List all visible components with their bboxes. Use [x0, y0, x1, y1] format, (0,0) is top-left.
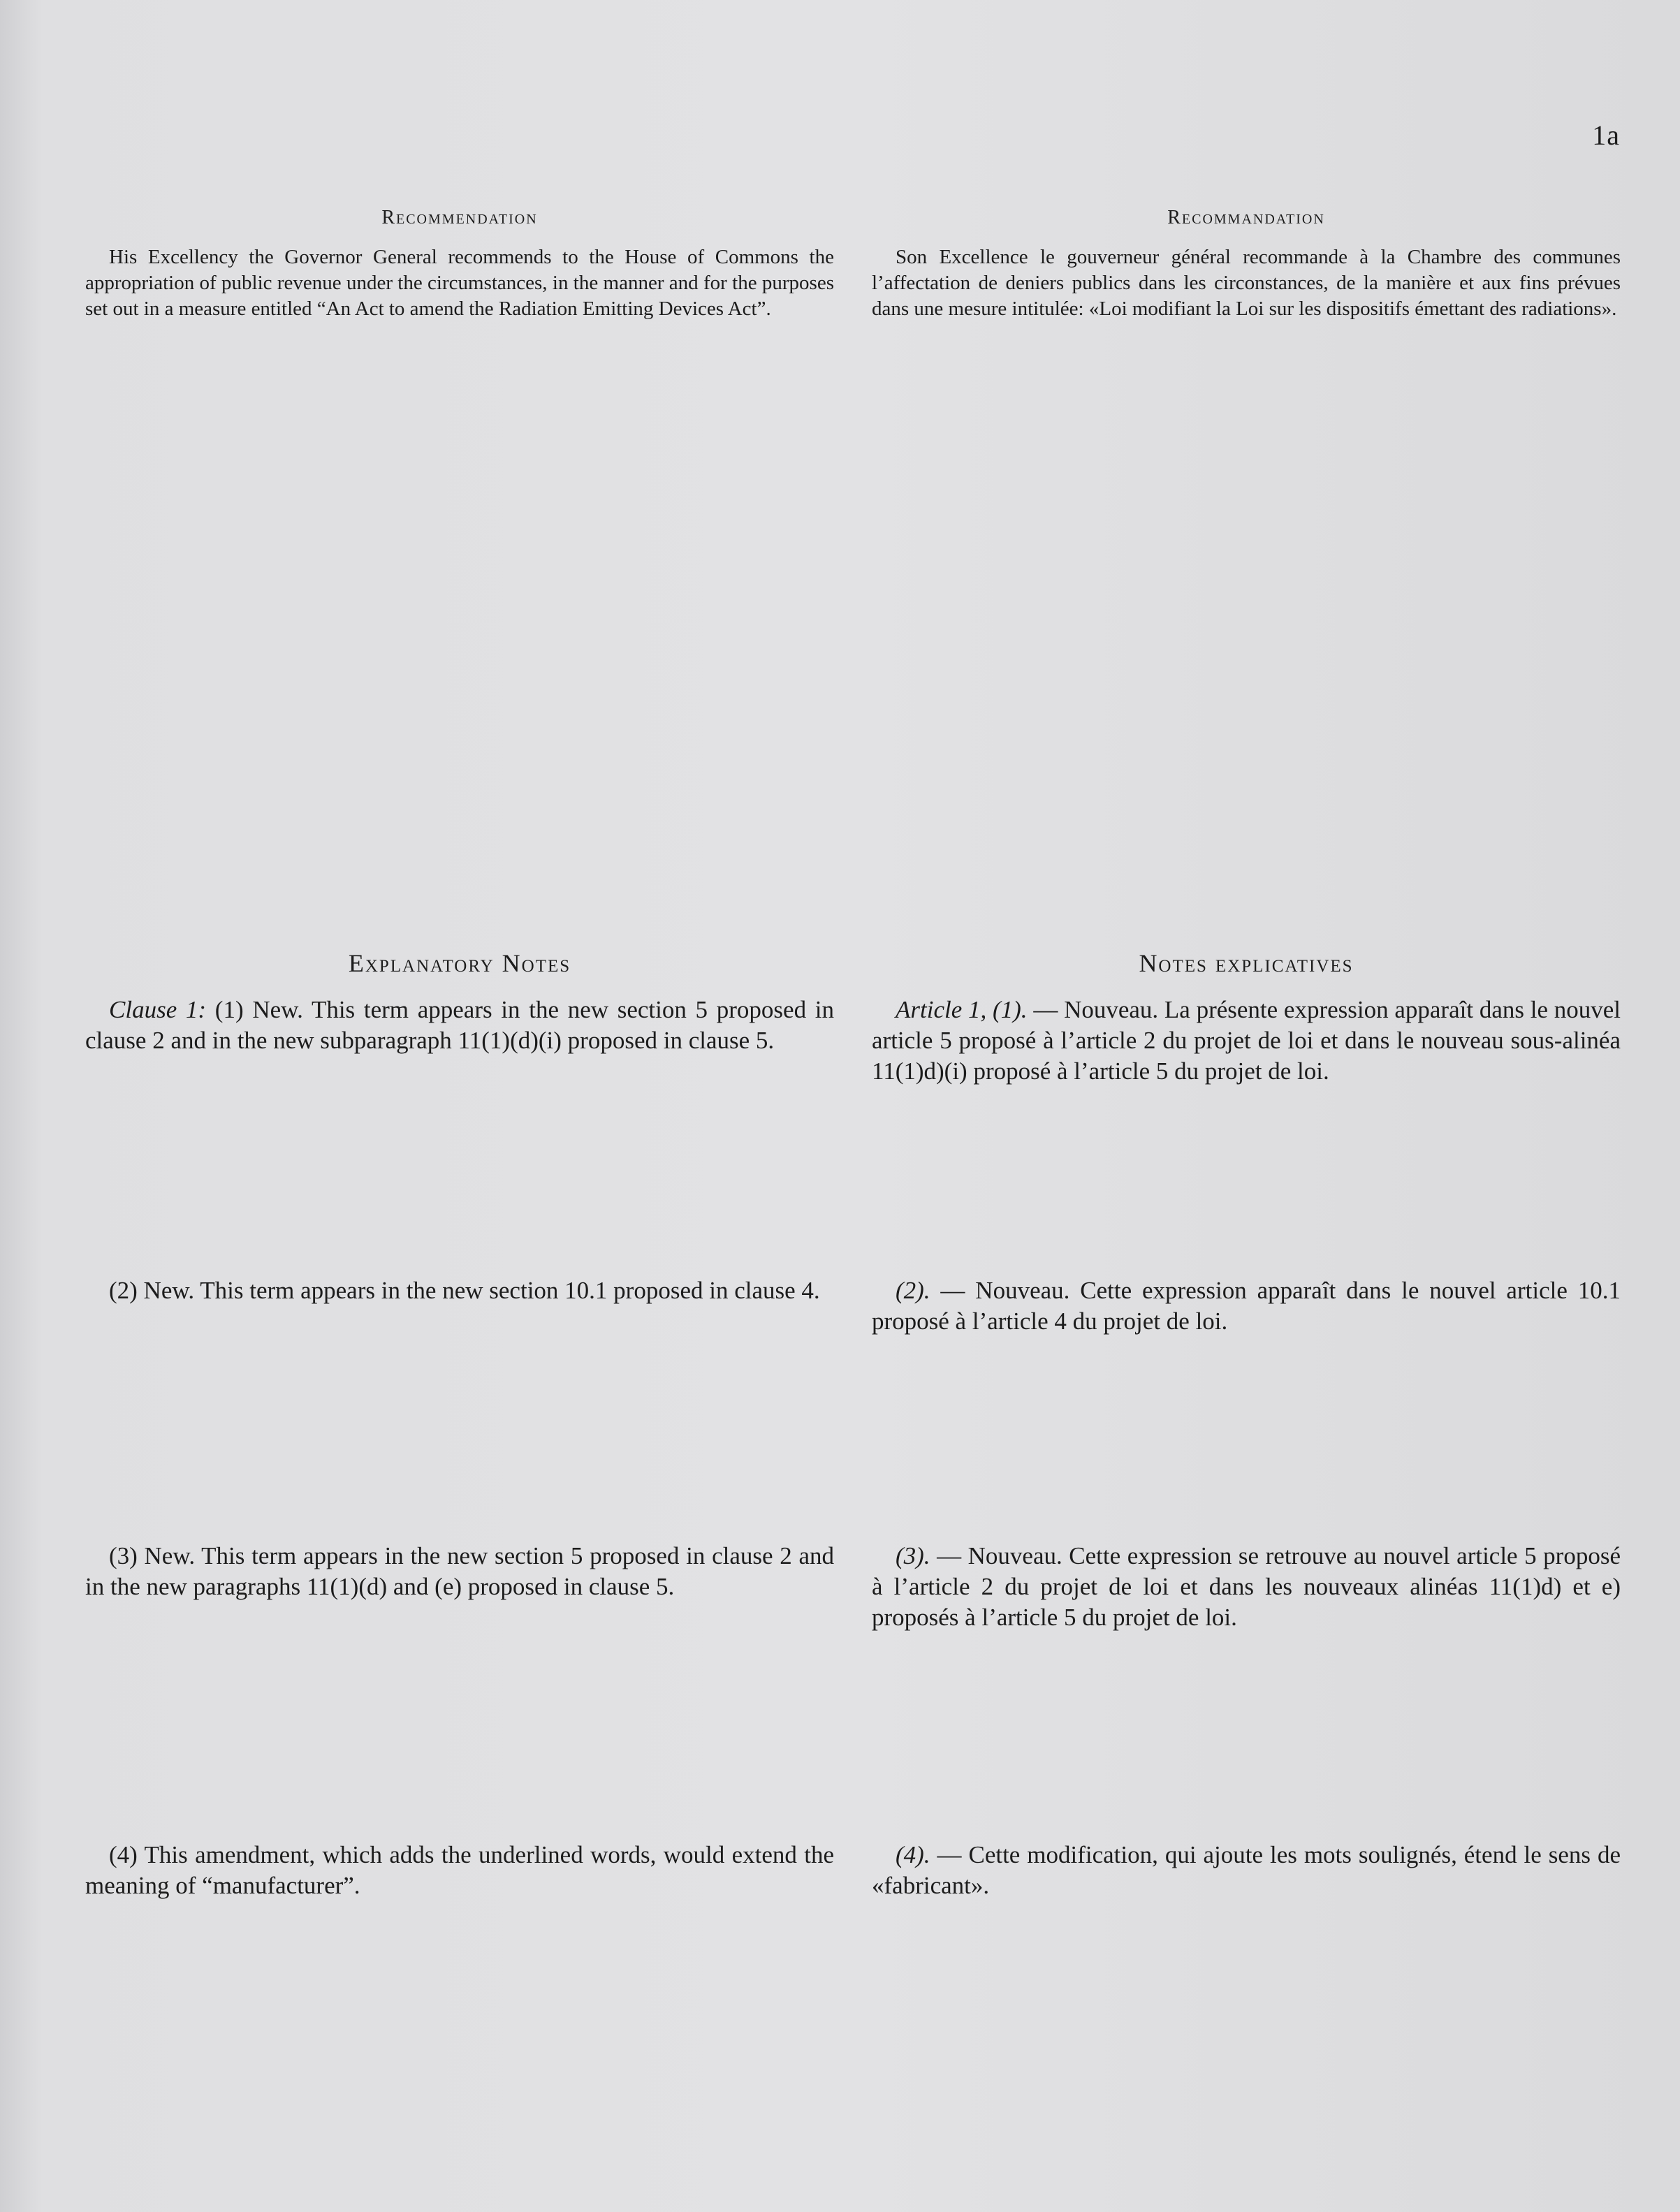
french-column — [872, 0, 1621, 2212]
note-lead: (4). — [896, 1841, 930, 1868]
note-3-fr — [872, 1541, 1621, 1633]
english-column — [85, 0, 834, 2212]
note-lead: (3). — [896, 1542, 930, 1569]
recommendation-section-fr — [872, 207, 1621, 322]
recommendation-heading-en: Recommendation — [381, 207, 538, 228]
recommendation-text-fr: Son Excellence le gouverneur général recommande à la Chambre des communes l’affectation de deniers publics dans les circonstances, de la manière et aux fins prévues dans une mesure intitulée: «Loi modifiant la Loi sur les dispositifs émettant des radiations». — [872, 246, 1621, 320]
note-text: (1) New. This term appears in the new section 5 proposed in clause 2 and in the new subparagraph 11(1)(d)(i) proposed in clause 5. — [85, 996, 834, 1054]
recommendation-text-en: His Excellency the Governor General recommends to the House of Commons the appropriation of public revenue under the circumstances, in the manner and for the purposes set out in a measure entitled “An Act to amend the Radiation Emitting Devices Act”. — [85, 246, 834, 320]
note-text: — Nouveau. Cette expression apparaît dans le nouvel article 10.1 proposé à l’article 4 du projet de loi. — [872, 1277, 1621, 1335]
note-4-en — [85, 1840, 834, 1901]
note-lead: Clause 1: — [109, 996, 207, 1023]
notes-heading-fr: Notes explicatives — [1139, 949, 1354, 977]
note-text: (2) New. This term appears in the new section 10.1 proposed in clause 4. — [109, 1277, 820, 1304]
notes-heading-en: Explanatory Notes — [348, 949, 571, 977]
note-text: (4) This amendment, which adds the underlined words, would extend the meaning of “manufacturer”. — [85, 1841, 834, 1899]
note-2-en — [85, 1275, 834, 1306]
note-2-fr — [872, 1275, 1621, 1337]
note-lead: (2). — [896, 1277, 930, 1304]
note-4-fr — [872, 1840, 1621, 1901]
page-number: 1a — [1592, 119, 1620, 151]
note-1-fr — [872, 995, 1621, 1087]
note-text: — Nouveau. La présente expression apparaît dans le nouvel article 5 proposé à l’article 2 du projet de loi et dans le nouveau sous-alinéa 11(1)d)(i) proposé à l’article 5 du projet de loi. — [872, 996, 1621, 1085]
note-3-en — [85, 1541, 834, 1602]
recommendation-section-en — [85, 207, 834, 322]
note-lead: Article 1, (1). — [896, 996, 1028, 1023]
note-text: — Cette modification, qui ajoute les mots soulignés, étend le sens de «fabricant». — [872, 1841, 1621, 1899]
note-text: — Nouveau. Cette expression se retrouve au nouvel article 5 proposé à l’article 2 du projet de loi et dans les nouveaux alinéas 11(1)d) et e) proposés à l’article 5 du projet de loi. — [872, 1542, 1621, 1631]
recommendation-heading-fr: Recommandation — [1167, 207, 1325, 228]
note-text: (3) New. This term appears in the new section 5 proposed in clause 2 and in the new paragraphs 11(1)(d) and (e) proposed in clause 5. — [85, 1542, 834, 1600]
note-1-en — [85, 995, 834, 1056]
